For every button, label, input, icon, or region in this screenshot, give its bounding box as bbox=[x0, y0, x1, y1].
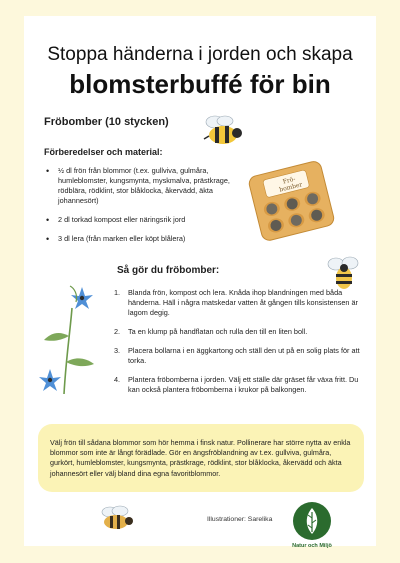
list-item: • 3 dl lera (från marken eller köpt blålera) bbox=[44, 234, 244, 244]
materials-heading: Förberedelser och material: bbox=[44, 147, 163, 157]
egg-carton-label: Frö- bomber bbox=[278, 175, 304, 194]
poster-page bbox=[24, 16, 376, 549]
list-item: 2. Ta en klump på handflatan och rulla den till en liten boll. bbox=[114, 327, 308, 336]
info-text: Välj frön till sådana blommor som hör hemma i finsk natur. Pollinerare har större nytta av enkla blommor som inte är långt förädlade. Gör en ängsfröblandning av t.ex. gullviva, gulmåra, gurkört, humleblomster, kungsmynta, prästkrage, rödklint, stor blåklocka, åkervädd och äkta johannesört eller välj bland dina egna favoritblommor. bbox=[50, 438, 351, 478]
natur-och-miljo-logo bbox=[291, 500, 333, 542]
steps-heading: Så gör du fröbomber: bbox=[117, 265, 220, 276]
list-item: • 2 dl torkad kompost eller näringsrik jord bbox=[44, 215, 244, 225]
steps-list bbox=[114, 288, 366, 404]
list-item: • ½ dl frön från blommor (t.ex. gullviva, gulmåra, humleblomster, kungsmynta, myskmalva, prästkrage, rödblära, rödklint, stor blåklocka, åkervädd, äkta johannesört) bbox=[44, 166, 244, 206]
illustrator-credit: Illustrationer: Sarelika bbox=[207, 516, 273, 523]
honeybee-icon bbox=[96, 504, 136, 534]
list-item: 1. Blanda frön, kompost och lera. Knåda ihop blandningen med båda händerna. Häll i några matskedar vatten åt gången tills konsistensen är lagom degig. bbox=[114, 288, 358, 317]
borage-flower-icon bbox=[36, 278, 108, 396]
bumblebee-icon bbox=[201, 114, 245, 150]
info-box bbox=[38, 424, 364, 492]
title-line-1: Stoppa händerna i jorden och skapa bbox=[47, 44, 353, 65]
logo-text: Natur och Miljö bbox=[292, 543, 332, 549]
title-line-2: blomsterbuffé för bin bbox=[69, 69, 331, 99]
egg-carton-icon bbox=[246, 154, 336, 244]
recipe-heading: Fröbomber (10 stycken) bbox=[44, 116, 169, 128]
list-item: 3. Placera bollarna i en äggkartong och ställ den ut på en solig plats för att torka. bbox=[114, 346, 360, 365]
list-item: 4. Plantera fröbomberna i jorden. Välj ett ställe där gräset får växa fritt. Du kan också plantera fröbomberna i krukor på balkongen. bbox=[114, 375, 359, 394]
bee-icon bbox=[326, 254, 362, 292]
materials-list bbox=[44, 166, 244, 253]
